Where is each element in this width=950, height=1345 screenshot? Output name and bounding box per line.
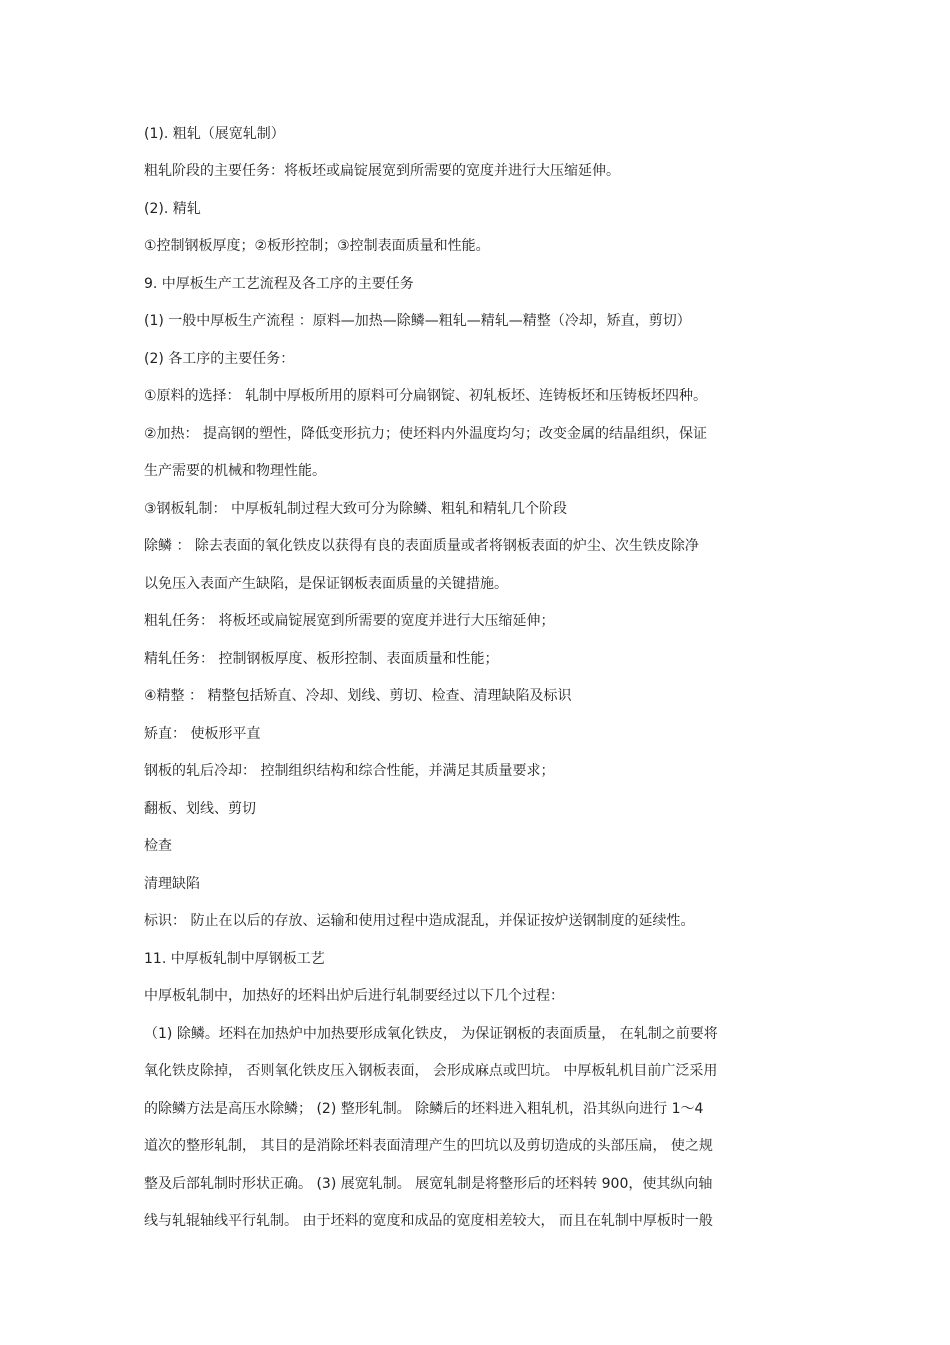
text-line: ①控制钢板厚度；②板形控制；③控制表面质量和性能。 <box>144 238 490 254</box>
text-line: （1) 除鳞。坯料在加热炉中加热要形成氧化铁皮， 为保证钢板的表面质量， 在轧制之前要将 <box>144 1026 718 1042</box>
text-line: ④精整 ： 精整包括矫直、冷却、划线、剪切、检查、清理缺陷及标识 <box>144 688 572 704</box>
text-line: 检查 <box>144 838 172 854</box>
text-line: 翻板、划线、剪切 <box>144 801 256 817</box>
text-line: 标识： 防止在以后的存放、运输和使用过程中造成混乱，并保证按炉送钢制度的延续性。 <box>144 913 695 929</box>
text-line: (1) 一般中厚板生产流程 ：原料—加热—除鳞—粗轧—精轧—精整（冷却，矫直，剪切） <box>144 313 691 329</box>
text-line: (1). 粗轧（展宽轧制） <box>144 126 285 142</box>
text-line: 中厚板轧制中，加热好的坯料出炉后进行轧制要经过以下几个过程： <box>144 988 564 1004</box>
text-line: 矫直： 使板形平直 <box>144 726 261 742</box>
text-line: (2) 各工序的主要任务： <box>144 351 295 367</box>
text-line: 粗轧任务： 将板坯或扁锭展宽到所需要的宽度并进行大压缩延伸； <box>144 613 555 629</box>
text-line: 以免压入表面产生缺陷，是保证钢板表面质量的关键措施。 <box>144 576 508 592</box>
section-heading: 11. 中厚板轧制中厚钢板工艺 <box>144 951 325 967</box>
text-line: 道次的整形轧制， 其目的是消除坯料表面清理产生的凹坑以及剪切造成的头部压扁， 使之规 <box>144 1138 713 1154</box>
text-line: 线与轧辊轴线平行轧制。 由于坯料的宽度和成品的宽度相差较大， 而且在轧制中厚板时一般 <box>144 1213 713 1229</box>
text-line: ①原料的选择： 轧制中厚板所用的原料可分扁钢锭、初轧板坯、连铸板坯和压铸板坯四种。 <box>144 388 707 404</box>
text-line: 的除鳞方法是高压水除鳞； (2) 整形轧制。 除鳞后的坯料进入粗轧机，沿其纵向进行 1～4 <box>144 1101 704 1117</box>
text-line: 整及后部轧制时形状正确。 (3) 展宽轧制。 展宽轧制是将整形后的坯料转 900，使其纵向轴 <box>144 1176 713 1192</box>
section-heading: 9. 中厚板生产工艺流程及各工序的主要任务 <box>144 276 414 292</box>
text-line: 除鳞 ： 除去表面的氧化铁皮以获得有良的表面质量或者将钢板表面的炉尘、次生铁皮除净 <box>144 538 699 554</box>
text-line: 清理缺陷 <box>144 876 200 892</box>
text-line: 生产需要的机械和物理性能。 <box>144 463 326 479</box>
text-line: 钢板的轧后冷却： 控制组织结构和综合性能，并满足其质量要求； <box>144 763 555 779</box>
text-line: (2). 精轧 <box>144 201 201 217</box>
text-line: ②加热： 提高钢的塑性，降低变形抗力；使坯料内外温度均匀；改变金属的结晶组织，保证 <box>144 426 707 442</box>
text-line: 氧化铁皮除掉， 否则氧化铁皮压入钢板表面， 会形成麻点或凹坑。 中厚板轧机目前广泛采用 <box>144 1063 718 1079</box>
text-line: 粗轧阶段的主要任务：将板坯或扁锭展宽到所需要的宽度并进行大压缩延伸。 <box>144 163 620 179</box>
text-line: ③钢板轧制： 中厚板轧制过程大致可分为除鳞、粗轧和精轧几个阶段 <box>144 501 567 517</box>
text-line: 精轧任务： 控制钢板厚度、板形控制、表面质量和性能； <box>144 651 499 667</box>
